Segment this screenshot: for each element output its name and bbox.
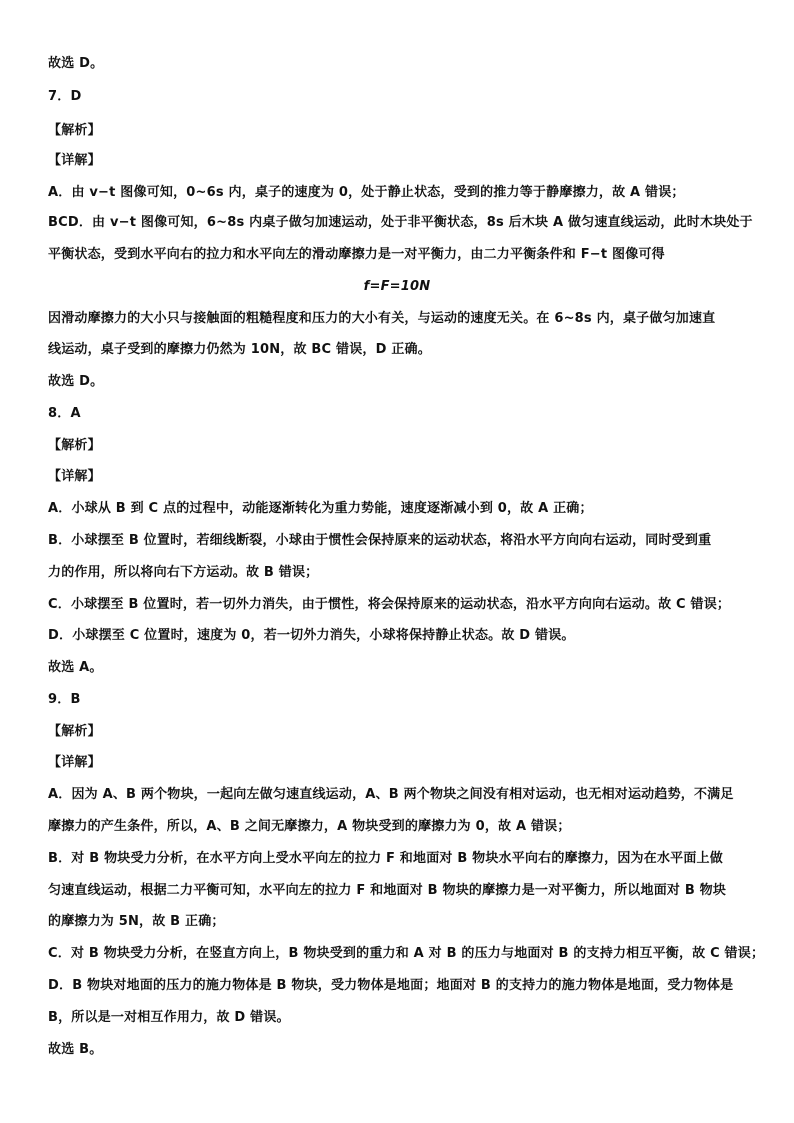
text-line: 因滑动摩擦力的大小只与接触面的粗糙程度和压力的大小有关，与运动的速度无关。在 6~8s 内，桌子做匀加速直 xyxy=(48,311,716,326)
text-line: B．小球摆至 B 位置时，若细线断裂，小球由于惯性会保持原来的运动状态，将沿水平方向向右运动，同时受到重 xyxy=(48,533,712,548)
section-heading: 【详解】 xyxy=(48,469,101,484)
text-line: C．小球摆至 B 位置时，若一切外力消失，由于惯性，将会保持原来的运动状态，沿水平方向向右运动。故 C 错误； xyxy=(48,597,731,612)
text-line: BCD．由 v−t 图像可知，6~8s 内桌子做匀加速运动，处于非平衡状态，8s 后木块 A 做匀速直线运动，此时木块处于 xyxy=(48,215,753,230)
text-line: 故选 D。 xyxy=(48,56,104,71)
text-line: A．由 v−t 图像可知，0~6s 内，桌子的速度为 0，处于静止状态，受到的推力等于静摩擦力，故 A 错误； xyxy=(48,185,685,200)
text-line: C．对 B 物块受力分析，在竖直方向上，B 物块受到的重力和 A 对 B 的压力与地面对 B 的支持力相互平衡，故 C 错误； xyxy=(48,946,765,961)
section-heading: 【解析】 xyxy=(48,438,101,453)
section-heading: 【解析】 xyxy=(48,724,101,739)
text-line: 平衡状态，受到水平向右的拉力和水平向左的滑动摩擦力是一对平衡力，由二力平衡条件和 F−t 图像可得 xyxy=(48,247,665,262)
text-line: D．小球摆至 C 位置时，速度为 0，若一切外力消失，小球将保持静止状态。故 D 错误。 xyxy=(48,628,575,643)
text-line: D．B 物块对地面的压力的施力物体是 B 物块，受力物体是地面；地面对 B 的支持力的施力物体是地面，受力物体是 xyxy=(48,978,734,993)
question-number: 7．D xyxy=(48,89,82,104)
section-heading: 【解析】 xyxy=(48,123,101,138)
section-heading: 【详解】 xyxy=(48,153,101,168)
section-heading: 【详解】 xyxy=(48,755,101,770)
text-line: 故选 D。 xyxy=(48,374,104,389)
text-line: 的摩擦力为 5N，故 B 正确； xyxy=(48,914,225,929)
text-line: B，所以是一对相互作用力，故 D 错误。 xyxy=(48,1010,290,1025)
text-line: A．因为 A、B 两个物块，一起向左做匀速直线运动，A、B 两个物块之间没有相对运动，也无相对运动趋势，不满足 xyxy=(48,787,734,802)
question-number: 9．B xyxy=(48,692,81,707)
text-line: 故选 A。 xyxy=(48,660,103,675)
text-line: 力的作用，所以将向右下方运动。故 B 错误； xyxy=(48,565,319,580)
equation: f=F=10N xyxy=(363,279,431,294)
text-line: A．小球从 B 到 C 点的过程中，动能逐渐转化为重力势能，速度逐渐减小到 0，故 A 正确； xyxy=(48,501,593,516)
text-line: 故选 B。 xyxy=(48,1042,103,1057)
text-line: 匀速直线运动，根据二力平衡可知，水平向左的拉力 F 和地面对 B 物块的摩擦力是一对平衡力，所以地面对 B 物块 xyxy=(48,883,727,898)
question-number: 8．A xyxy=(48,406,81,421)
text-line: B．对 B 物块受力分析，在水平方向上受水平向左的拉力 F 和地面对 B 物块水平向右的摩擦力，因为在水平面上做 xyxy=(48,851,723,866)
text-line: 线运动，桌子受到的摩擦力仍然为 10N，故 BC 错误，D 正确。 xyxy=(48,342,431,357)
text-line: 摩擦力的产生条件，所以，A、B 之间无摩擦力，A 物块受到的摩擦力为 0，故 A 错误； xyxy=(48,819,571,834)
